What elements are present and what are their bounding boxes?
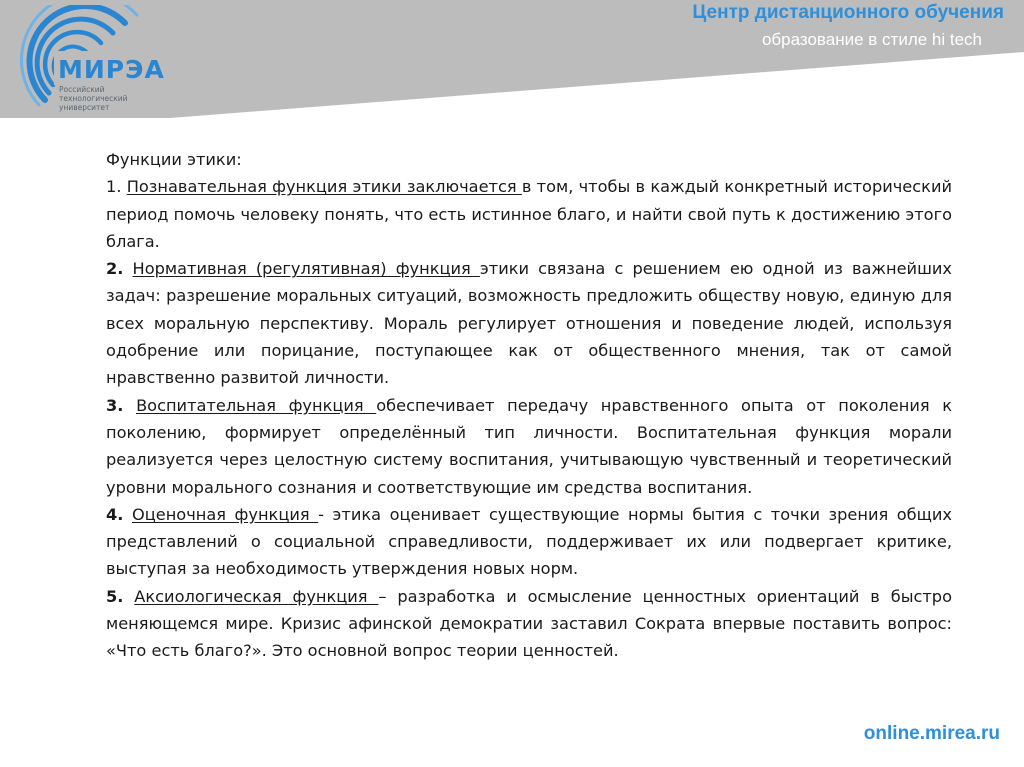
item-number: 1 xyxy=(106,177,117,197)
mirea-logo[interactable] xyxy=(5,5,175,115)
footer-url-link[interactable]: online.mirea.ru xyxy=(863,723,1000,744)
item-term: Нормативная (регулятивная) функция xyxy=(132,259,480,279)
item-number: 4. xyxy=(106,504,124,524)
item-text: - этика оценивает существующие нормы бытия с точки зрения общих представлений о социальной справедливости, поддерживает их или подвергает критике, выступая за необходимость утверждения новых норм. xyxy=(106,504,952,579)
item-term: Воспитательная функция xyxy=(136,395,377,415)
logo-wordmark: МИРЭА xyxy=(58,55,165,84)
logo-sub-line: Российский xyxy=(59,85,105,94)
function-item xyxy=(106,173,952,255)
item-term: Познавательная функция этики заключается xyxy=(126,177,522,197)
item-term: Аксиологическая функция xyxy=(134,586,379,606)
logo-sub-line: университет xyxy=(59,103,110,112)
header-title: Центр дистанционного обучения xyxy=(692,2,1004,23)
item-separator xyxy=(123,505,132,524)
function-item xyxy=(106,392,952,501)
item-text: этики связана с решением ею одной из важнейших задач: разрешение моральных ситуаций, возможность предложить обществу новую, единую для всех моральную перспективу. Мораль регулирует отношения и поведение людей, используя одобрение или порицание, поступающее как от общественного мнения, так от самой нравственно развитой личности. xyxy=(106,259,952,388)
function-item xyxy=(106,501,952,583)
header-subtitle: образование в стиле hi tech xyxy=(761,30,982,49)
item-separator: . xyxy=(116,177,127,197)
item-number: 2. xyxy=(106,259,124,279)
item-number: 5. xyxy=(106,586,124,606)
content-heading: Функции этики: xyxy=(106,150,242,169)
logo-subtitle xyxy=(59,85,149,112)
logo-sub-line: технологический xyxy=(59,94,128,103)
item-term: Оценочная функция xyxy=(131,504,319,524)
item-text: обеспечивает передачу нравственного опыта от поколения к поколению, формирует определённый тип личности. Воспитательная функция морали реализуется через целостную систему воспитания, учитывающую чувственный и теоретический уровни морального сознания и соответствующие им средства воспитания. xyxy=(106,395,952,497)
item-separator xyxy=(123,259,132,278)
slide-content xyxy=(106,146,952,665)
item-text: – разработка и осмысление ценностных ориентаций в быстро меняющемся мире. Кризис афинской демократии заставил Сократа впервые поставить вопрос: «Что есть благо?». Это основной вопрос теории ценностей. xyxy=(106,586,952,661)
item-separator xyxy=(123,587,134,606)
function-item xyxy=(106,255,952,391)
function-item xyxy=(106,583,952,665)
item-separator xyxy=(123,396,136,415)
item-number: 3. xyxy=(106,395,124,415)
item-text: в том, чтобы в каждый конкретный исторический период помочь человеку понять, что есть истинное благо, и найти свой путь к достижению этого блага. xyxy=(106,177,952,251)
